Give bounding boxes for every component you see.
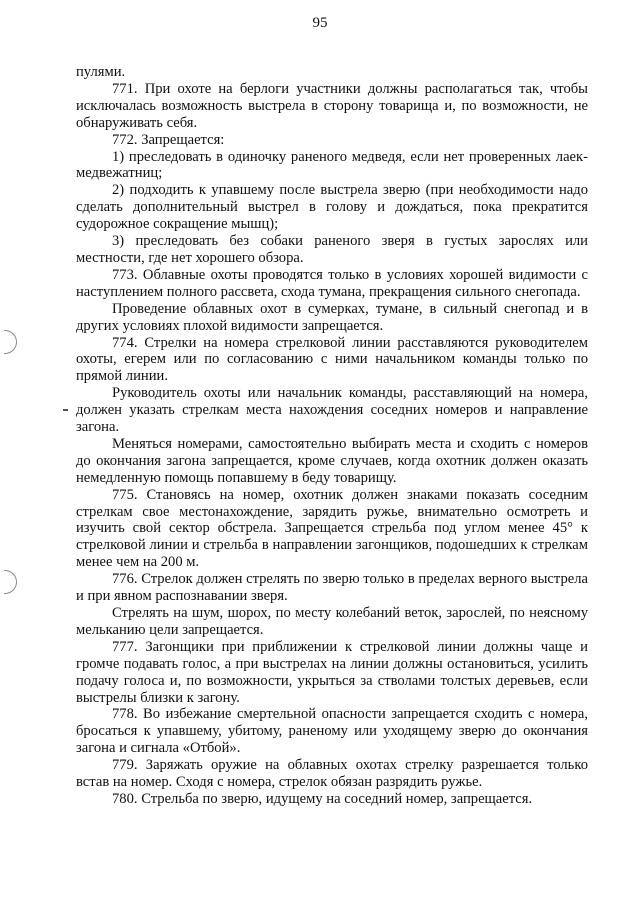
paragraph: 772. Запрещается: — [112, 131, 225, 148]
paragraph: 777. Загонщики при приближении к стрелковой линии должны чаще и громче подавать голос, а при выстрелах на линии должны остановиться, усилить подачу голоса и, по возможности, укрыться за стволами толстых деревьев, если выстрелы близки к загону. — [76, 638, 588, 706]
margin-mark — [63, 409, 68, 411]
paragraph: 3) преследовать без собаки раненого зверя в густых зарослях или местности, где нет хорошего обзора. — [76, 233, 588, 266]
paragraph: 773. Облавные охоты проводятся только в условиях хорошей видимости с наступлением полного рассвета, схода тумана, прекращения сильного снегопада. — [76, 266, 588, 300]
paragraph: Меняться номерами, самостоятельно выбирать места и сходить с номеров до окончания загона запрещается, кроме случаев, когда охотник должен оказать немедленную помощь попавшему в беду товарищу. — [76, 435, 588, 486]
paragraph: 776. Стрелок должен стрелять по зверю только в пределах верного выстрела и при явном распознавании зверя. — [76, 571, 588, 605]
paragraph: Руководитель охоты или начальник команды, расставляющий на номера, должен указать стрелкам места нахождения соседних номеров и направление загона. — [76, 385, 588, 436]
paragraph: 2) подходить к упавшему после выстрела зверю (при необходимости надо сделать дополнительный выстрел в голову и дождаться, пока прекратится судорожное сокращение мышц); — [76, 182, 588, 233]
punch-hole-mark — [4, 330, 17, 354]
paragraph: 778. Во избежание смертельной опасности запрещается сходить с номера, бросаться к упавшему, убитому, раненому или уходящему зверю до окончания загона и сигнала «Отбой». — [76, 706, 588, 757]
paragraph: 771. При охоте на берлоги участники должны располагаться так, чтобы исключалась возможность выстрела в сторону товарища и, по возможности, не обнаруживать себя. — [76, 80, 588, 131]
paragraph: 780. Стрельба по зверю, идущему на соседний номер, запрещается. — [112, 790, 533, 807]
paragraph: 775. Становясь на номер, охотник должен знаками показать соседним стрелкам свое местонахождение, зарядить ружье, внимательно осмотреть и изучить свой сектор обстрела. Запрещается стрельба под углом менее 45° к стрелковой линии и стрельба в направлении загонщиков, подошедших к стрелкам менее чем на 200 м. — [76, 486, 588, 571]
punch-hole-mark — [4, 570, 17, 594]
page-number: 95 — [312, 15, 328, 31]
paragraph: Стрелять на шум, шорох, по месту колебаний веток, зарослей, по неясному мельканию цели запрещается. — [76, 605, 588, 638]
paragraph: Проведение облавных охот в сумерках, тумане, в сильный снегопад и в других условиях плохой видимости запрещается. — [76, 300, 588, 334]
paragraph: 1) преследовать в одиночку раненого медведя, если нет проверенных лаек-медвежатниц; — [76, 148, 588, 182]
body-text — [76, 64, 588, 808]
paragraph: пулями. — [76, 64, 126, 80]
paragraph: 774. Стрелки на номера стрелковой линии расставляются руководителем охоты, егерем или по согласованию с ними начальником команды только по прямой линии. — [76, 334, 588, 385]
paragraph: 779. Заряжать оружие на облавных охотах стрелку разрешается только встав на номер. Сходя с номера, стрелок обязан разрядить ружье. — [76, 757, 588, 791]
